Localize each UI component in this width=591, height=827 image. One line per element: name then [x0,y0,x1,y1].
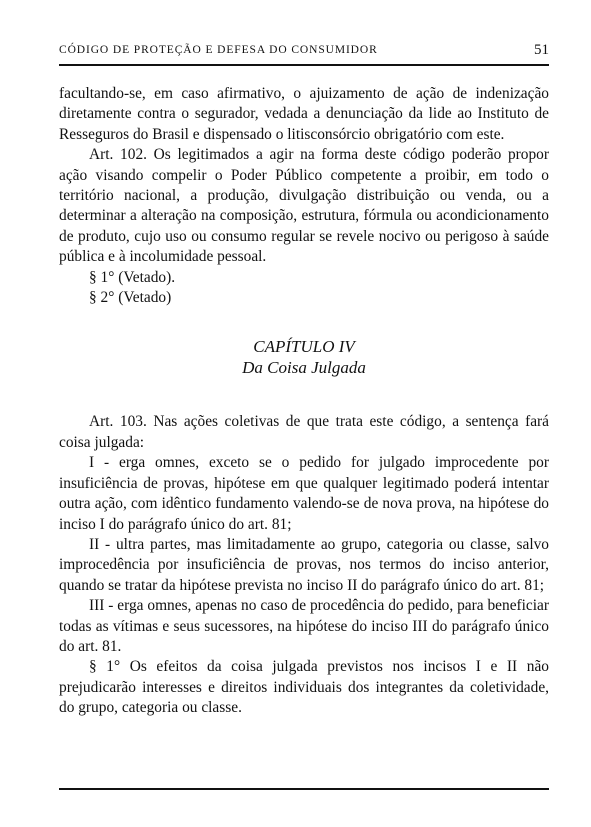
paragraph-art-103: Art. 103. Nas ações coletivas de que trata este código, a sentença fará coisa julgada: [59,413,549,451]
chapter-number: CAPÍTULO IV [253,337,355,357]
paragraph-inciso-ii: II - ultra partes, mas limitadamente ao grupo, categoria ou classe, salvo improcedência por insuficiência de provas, nos termos do inciso anterior, quando se tratar da hipótese prevista no inciso II do parágrafo único do art. 81; [59,535,549,594]
page-number: 51 [534,42,549,58]
paragraph-art-102: Art. 102. Os legitimados a agir na forma deste código poderão propor ação visando compelir o Poder Público competente a proibir, em todo o território nacional, a produção, divulgação distribuição ou venda, ou a determinar a alteração na composição, estrutura, fórmula ou acondicionamento de produto, cujo uso ou consumo regular se revele nocivo ou perigoso à saúde pública e à incolumidade pessoal. [59,146,549,266]
paragraph-art-102-par-2: § 2° (Vetado) [89,289,172,307]
header-rule [59,64,549,66]
paragraph-continuation: facultando-se, em caso afirmativo, o ajuizamento de ação de indenização diretamente contra o segurador, vedada a denunciação da lide ao Instituto de Resseguros do Brasil e dispensado o litisconsórcio obrigatório com este. [59,85,549,143]
chapter-title: Da Coisa Julgada [242,358,366,378]
footer-rule [59,788,549,790]
paragraph-inciso-iii: III - erga omnes, apenas no caso de procedência do pedido, para beneficiar todas as vítimas e seus sucessores, na hipótese do inciso III do parágrafo único do art. 81. [59,597,549,655]
page-body [59,84,549,719]
running-header [59,40,549,62]
running-header-title: CÓDIGO DE PROTEÇÃO E DEFESA DO CONSUMIDOR [59,44,378,56]
paragraph-art-103-par-1: § 1° Os efeitos da coisa julgada previstos nos incisos I e II não prejudicarão interesses e direitos individuais dos integrantes da coletividade, do grupo, categoria ou classe. [59,658,549,717]
paragraph-art-102-par-1: § 1° (Vetado). [89,268,176,286]
paragraph-inciso-i: I - erga omnes, exceto se o pedido for julgado improcedente por insuficiência de provas, hipótese em que qualquer legitimado poderá intentar outra ação, com idêntico fundamento valendo-se de nova prova, na hipótese do inciso I do parágrafo único do art. 81; [59,454,549,533]
